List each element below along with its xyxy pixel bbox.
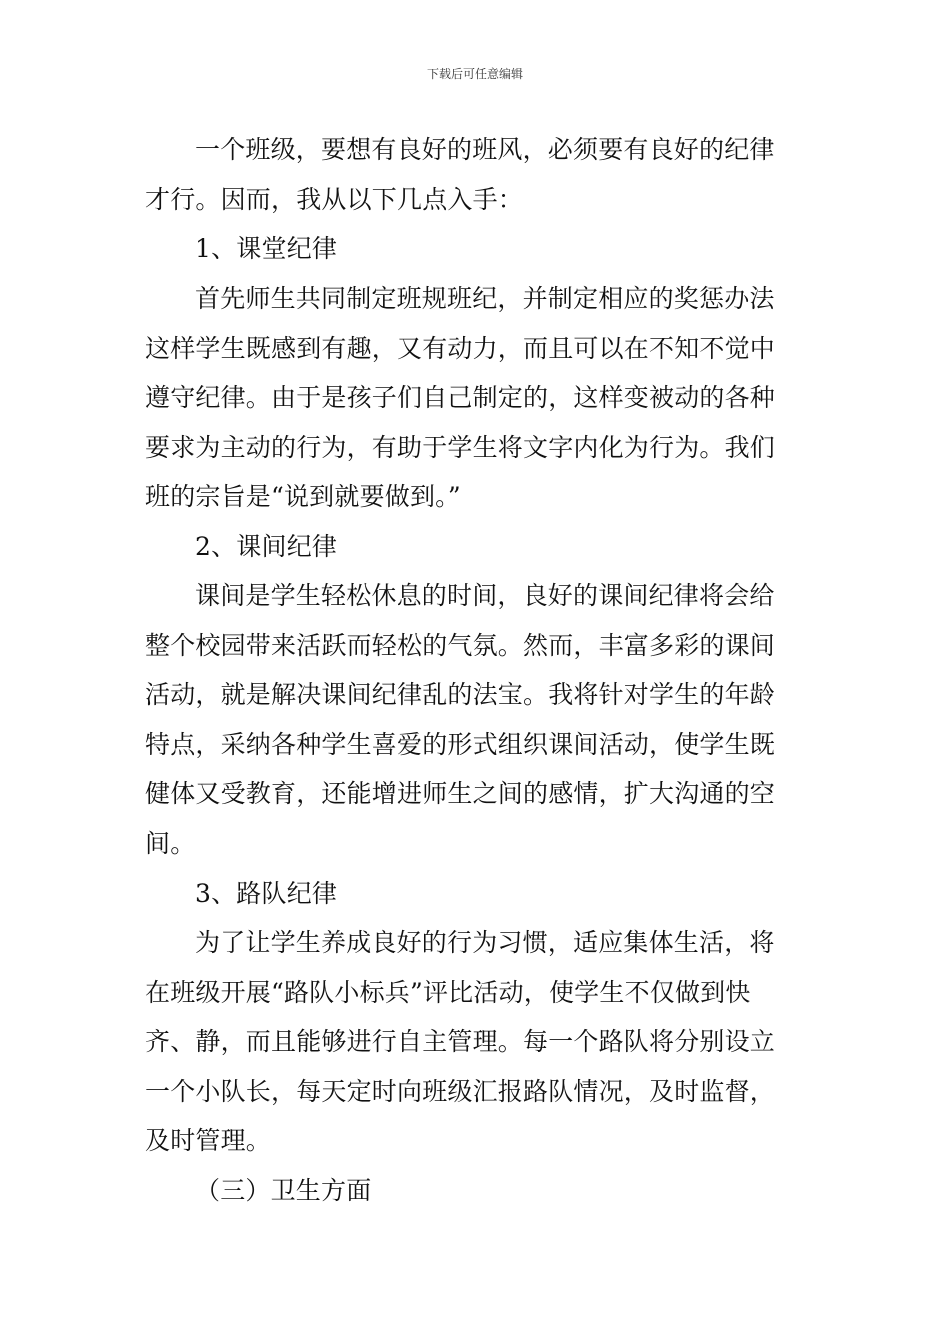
paragraph-line: 一个班级，要想有良好的班风，必须要有良好的纪律 xyxy=(195,135,775,164)
paragraph-line: 首先师生共同制定班规班纪，并制定相应的奖惩办法 xyxy=(195,284,775,313)
paragraph-line: 要求为主动的行为，有助于学生将文字内化为行为。我们 xyxy=(145,433,776,462)
section-heading: （三）卫生方面 xyxy=(195,1176,372,1205)
section-heading: 2、课间纪律 xyxy=(195,532,338,561)
section-heading: 1、课堂纪律 xyxy=(195,234,338,263)
paragraph-line: 活动，就是解决课间纪律乱的法宝。我将针对学生的年龄 xyxy=(145,680,776,709)
paragraph-line: 在班级开展“路队小标兵”评比活动，使学生不仅做到快 xyxy=(145,978,751,1007)
section-heading: 3、路队纪律 xyxy=(195,879,338,908)
paragraph-line: 班的宗旨是“说到就要做到。” xyxy=(145,482,461,511)
paragraph-line: 这样学生既感到有趣，又有动力，而且可以在不知不觉中 xyxy=(145,334,776,363)
paragraph-line: 才行。因而，我从以下几点入手： xyxy=(145,185,524,214)
paragraph-line: 间。 xyxy=(145,829,196,858)
paragraph-line: 齐、静，而且能够进行自主管理。每一个路队将分别设立 xyxy=(145,1027,776,1056)
paragraph-line: 为了让学生养成良好的行为习惯，适应集体生活，将 xyxy=(195,928,775,957)
paragraph-line: 课间是学生轻松休息的时间，良好的课间纪律将会给 xyxy=(195,581,775,610)
paragraph-line: 健体又受教育，还能增进师生之间的感情，扩大沟通的空 xyxy=(145,779,776,808)
paragraph-line: 特点，采纳各种学生喜爱的形式组织课间活动，使学生既 xyxy=(145,730,776,759)
paragraph-line: 一个小队长，每天定时向班级汇报路队情况，及时监督， xyxy=(145,1077,776,1106)
paragraph-line: 遵守纪律。由于是孩子们自己制定的，这样变被动的各种 xyxy=(145,383,776,412)
paragraph-line: 整个校园带来活跃而轻松的气氛。然而，丰富多彩的课间 xyxy=(145,631,776,660)
paragraph-line: 及时管理。 xyxy=(145,1126,272,1155)
page-header: 下载后可任意编辑 xyxy=(426,67,523,81)
